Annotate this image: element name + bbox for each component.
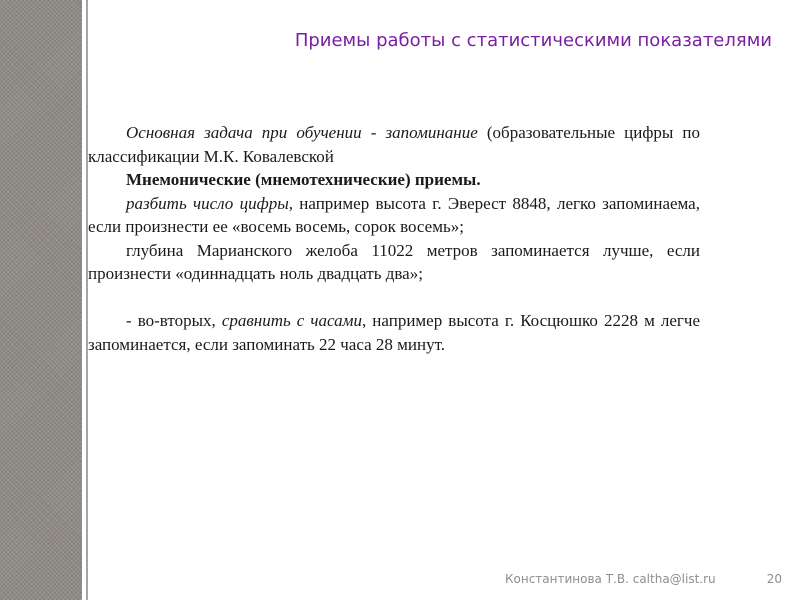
paragraph-everest-example xyxy=(88,192,700,239)
split-number-italic: разбить число цифры xyxy=(126,193,289,213)
clock-lead: - во-вторых, xyxy=(126,311,222,330)
compare-clock-italic: сравнить с часами xyxy=(221,311,362,330)
main-task-text: (образовательные цифры по классификации М.К. Ковалевской xyxy=(88,123,700,166)
mariana-text: глубина Марианского желоба 11022 метров запоминается лучше, если произнести «одиннадцать ноль двадцать два»; xyxy=(88,240,700,283)
slide-title: Приемы работы с статистическими показателями xyxy=(294,30,772,51)
kosciuszko-text: , например высота г. Косцюшко 2228 м легче запоминается, если запоминать 22 часа 28 минут. xyxy=(88,311,700,354)
paragraph-mnemonic-heading xyxy=(88,168,700,192)
page-number: 20 xyxy=(766,572,782,586)
paragraph-main-task xyxy=(88,121,700,168)
mnemonic-heading-bold: Мнемонические (мнемотехнические) приемы. xyxy=(126,170,481,189)
footer-author: Константинова Т.В. caltha@list.ru xyxy=(505,572,716,586)
main-task-italic: Основная задача при обучении - запоминание xyxy=(126,123,478,142)
decorative-side-band xyxy=(0,0,82,600)
everest-text: , например высота г. Эверест 8848, легко запоминаема, если произнести ее «восемь восемь, сорок восемь»; xyxy=(88,193,700,236)
slide-body xyxy=(88,121,700,356)
paragraph-clock-example xyxy=(88,309,700,356)
paragraph-mariana-example xyxy=(88,239,700,286)
